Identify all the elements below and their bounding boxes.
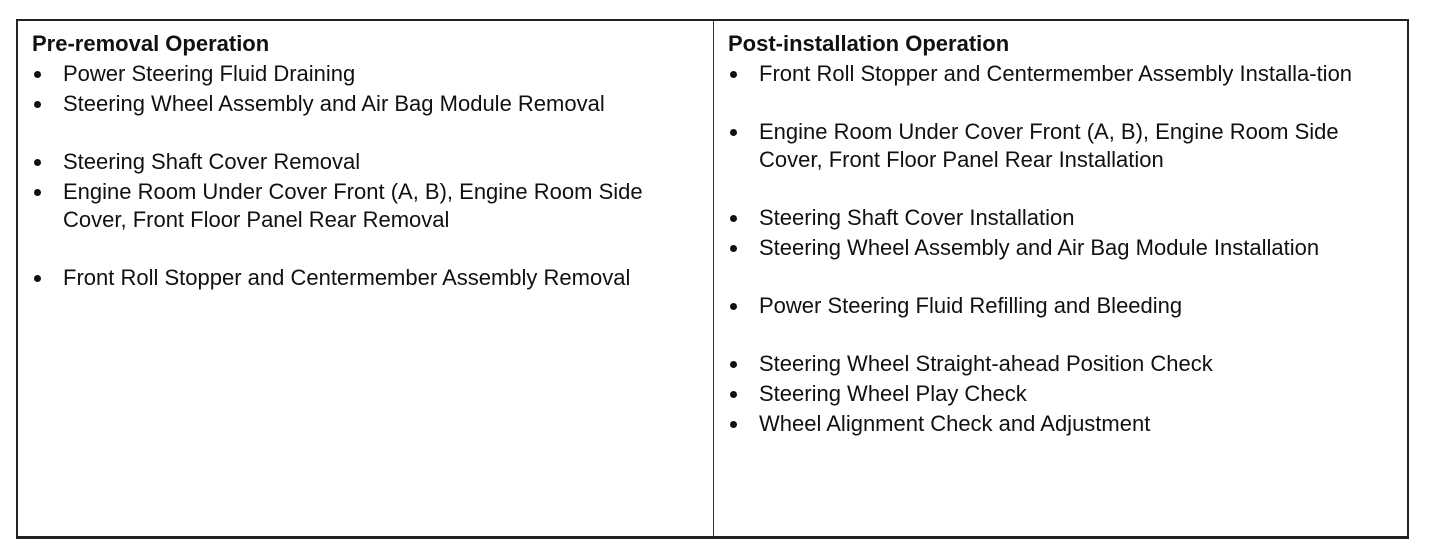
bullet-icon	[34, 71, 41, 78]
list-item-text: Wheel Alignment Check and Adjustment	[759, 411, 1151, 436]
list-item	[728, 380, 1407, 408]
list-item-text: Power Steering Fluid Refilling and Bleeding	[759, 293, 1183, 318]
bullet-icon	[730, 215, 737, 222]
list-item	[32, 60, 713, 88]
list-item-text: Steering Wheel Straight-ahead Position Check	[759, 351, 1213, 376]
list-item	[728, 204, 1407, 232]
list-item	[32, 264, 713, 292]
post-installation-column	[714, 21, 1407, 536]
list-item	[728, 118, 1407, 174]
bullet-icon	[34, 189, 41, 196]
bullet-icon	[34, 159, 41, 166]
bullet-icon	[34, 101, 41, 108]
operations-table	[16, 19, 1409, 539]
list-item	[728, 350, 1407, 378]
pre-removal-list	[32, 60, 713, 292]
list-item-text: Steering Wheel Assembly and Air Bag Module Removal	[63, 91, 605, 116]
bullet-icon	[34, 275, 41, 282]
pre-removal-column	[18, 21, 714, 536]
list-item-text: Front Roll Stopper and Centermember Assembly Removal	[63, 265, 631, 290]
list-item-text: Steering Shaft Cover Installation	[759, 205, 1075, 230]
bullet-icon	[730, 361, 737, 368]
list-item-text: Engine Room Under Cover Front (A, B), Engine Room Side Cover, Front Floor Panel Rear Removal	[63, 179, 643, 232]
list-item	[32, 148, 713, 176]
list-item-text: Engine Room Under Cover Front (A, B), Engine Room Side Cover, Front Floor Panel Rear Installation	[759, 119, 1339, 172]
list-item	[32, 178, 713, 234]
post-installation-list	[728, 60, 1407, 438]
list-item-text: Front Roll Stopper and Centermember Assembly Installa-tion	[759, 61, 1353, 86]
list-item	[728, 234, 1407, 262]
bullet-icon	[730, 391, 737, 398]
list-item	[32, 90, 713, 118]
bullet-icon	[730, 303, 737, 310]
list-item	[728, 292, 1407, 320]
pre-removal-title: Pre-removal Operation	[32, 31, 270, 56]
list-item-text: Steering Shaft Cover Removal	[63, 149, 361, 174]
bullet-icon	[730, 421, 737, 428]
bullet-icon	[730, 129, 737, 136]
list-item-text: Steering Wheel Assembly and Air Bag Module Installation	[759, 235, 1320, 260]
list-item-text: Steering Wheel Play Check	[759, 381, 1027, 406]
list-item-text: Power Steering Fluid Draining	[63, 61, 356, 86]
list-item	[728, 410, 1407, 438]
bullet-icon	[730, 71, 737, 78]
list-item	[728, 60, 1407, 88]
post-installation-title: Post-installation Operation	[728, 31, 1010, 56]
bullet-icon	[730, 245, 737, 252]
